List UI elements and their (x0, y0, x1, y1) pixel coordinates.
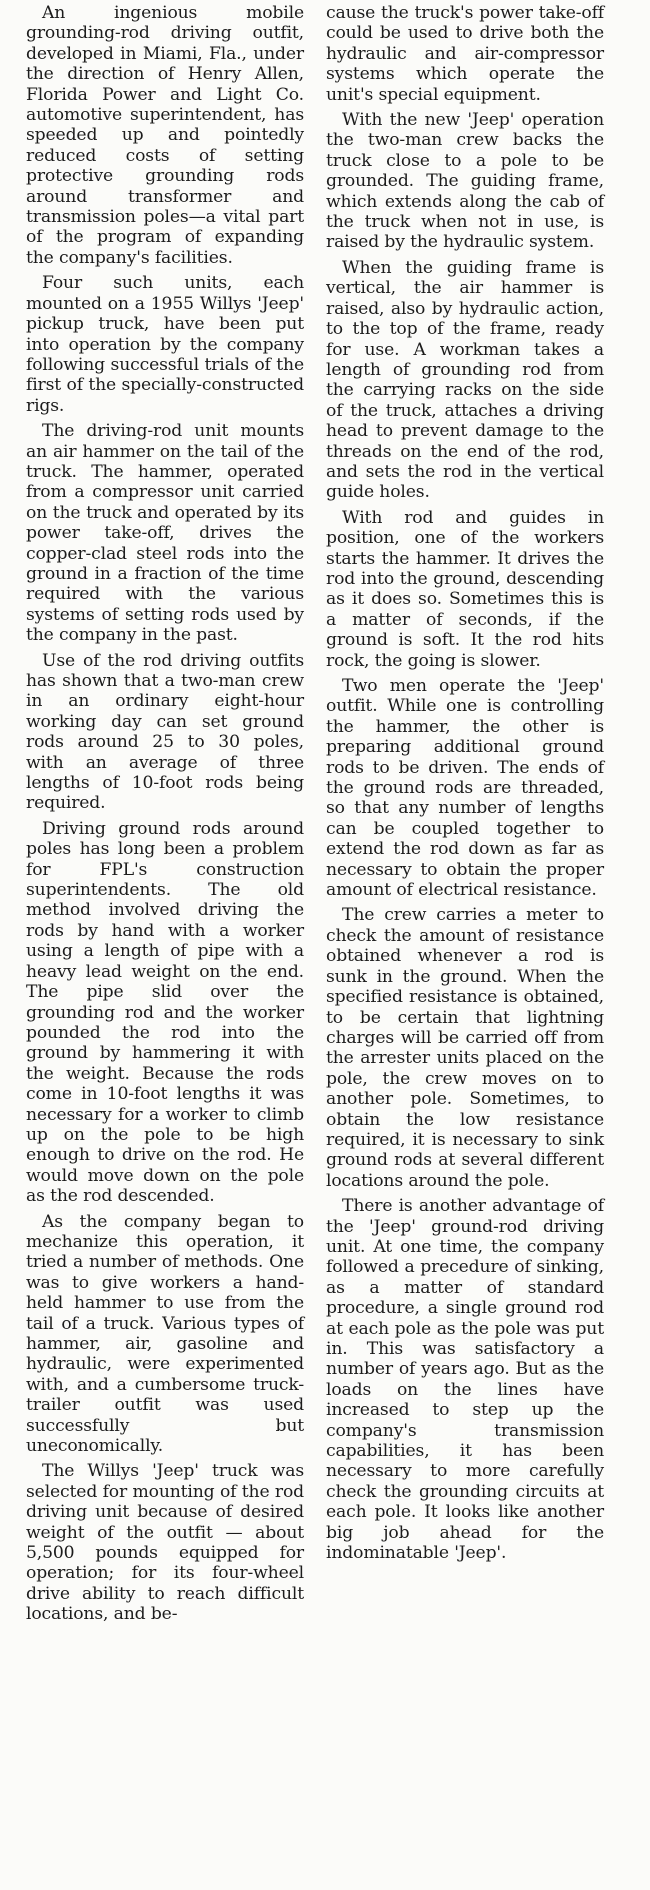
right-column (326, 3, 604, 1890)
paragraph: Driving ground rods around poles has long been a problem for FPL's construction superintendents. The old method involved driving the rods by hand with a worker using a length of pipe with a heavy lead weight on the end. The pipe slid over the grounding rod and the worker pounded the rod into the ground by hammering it with the weight. Because the rods come in 10-foot lengths it was necessary for a worker to climb up on the pole to be high enough to drive on the rod. He would move down on the pole as the rod descended. (26, 818, 304, 1207)
paragraph: An ingenious mobile grounding-rod driving outfit, developed in Miami, Fla., under the direction of Henry Allen, Florida Power and Light Co. automotive superintendent, has speeded up and pointedly reduced costs of setting protective grounding rods around transformer and transmission poles—a vital part of the program of expanding the company's facilities. (26, 3, 304, 268)
paragraph: With the new 'Jeep' operation the two-man crew backs the truck close to a pole to be grounded. The guiding frame, which extends along the cab of the truck when not in use, is raised by the hydraulic system. (326, 110, 604, 253)
paragraph-continuation: cause the truck's power take-off could be used to drive both the hydraulic and air-compressor systems which operate the unit's special equipment. (326, 3, 604, 105)
paragraph: When the guiding frame is vertical, the air hammer is raised, also by hydraulic action, to the top of the frame, ready for use. A workman takes a length of grounding rod from the carrying racks on the side of the truck, attaches a driving head to prevent damage to the threads on the end of the rod, and sets the rod in the vertical guide holes. (326, 257, 604, 503)
paragraph: With rod and guides in position, one of the workers starts the hammer. It drives the rod into the ground, descending as it does so. Sometimes this is a matter of seconds, if the ground is soft. It the rod hits rock, the going is slower. (326, 507, 604, 671)
paragraph: The driving-rod unit mounts an air hammer on the tail of the truck. The hammer, operated from a compressor unit carried on the truck and operated by its power take-off, drives the copper-clad steel rods into the ground in a fraction of the time required with the various systems of setting rods used by the company in the past. (26, 421, 304, 646)
paragraph: Four such units, each mounted on a 1955 Willys 'Jeep' pickup truck, have been put into operation by the company following successful trials of the first of the specially-constructed rigs. (26, 273, 304, 416)
paragraph: The Willys 'Jeep' truck was selected for mounting of the rod driving unit because of desired weight of the outfit — about 5,500 pounds equipped for operation; for its four-wheel drive ability to reach difficult locations, and be- (26, 1461, 304, 1625)
paragraph: Two men operate the 'Jeep' outfit. While one is controlling the hammer, the other is preparing additional ground rods to be driven. The ends of the ground rods are threaded, so that any number of lengths can be coupled together to extend the rod down as far as necessary to obtain the proper amount of electrical resistance. (326, 676, 604, 901)
paragraph: There is another advantage of the 'Jeep' ground-rod driving unit. At one time, the company followed a precedure of sinking, as a matter of standard procedure, a single ground rod at each pole as the pole was put in. This was satisfactory a number of years ago. But as the loads on the lines have increased to step up the company's transmission capabilities, it has been necessary to more carefully check the grounding circuits at each pole. It looks like another big job ahead for the indominatable 'Jeep'. (326, 1196, 604, 1564)
left-column (26, 3, 304, 1890)
paragraph: Use of the rod driving outfits has shown that a two-man crew in an ordinary eight-hour working day can set ground rods around 25 to 30 poles, with an average of three lengths of 10-foot rods being required. (26, 650, 304, 814)
paragraph: The crew carries a meter to check the amount of resistance obtained whenever a rod is sunk in the ground. When the specified resistance is obtained, to be certain that lightning charges will be carried off from the arrester units placed on the pole, the crew moves on to another pole. Sometimes, to obtain the low resistance required, it is necessary to sink ground rods at several different locations around the pole. (326, 905, 604, 1191)
paragraph: As the company began to mechanize this operation, it tried a number of methods. One was to give workers a hand-held hammer to use from the tail of a truck. Various types of hammer, air, gasoline and hydraulic, were experimented with, and a cumbersome truck-trailer outfit was used successfully but uneconomically. (26, 1211, 304, 1457)
